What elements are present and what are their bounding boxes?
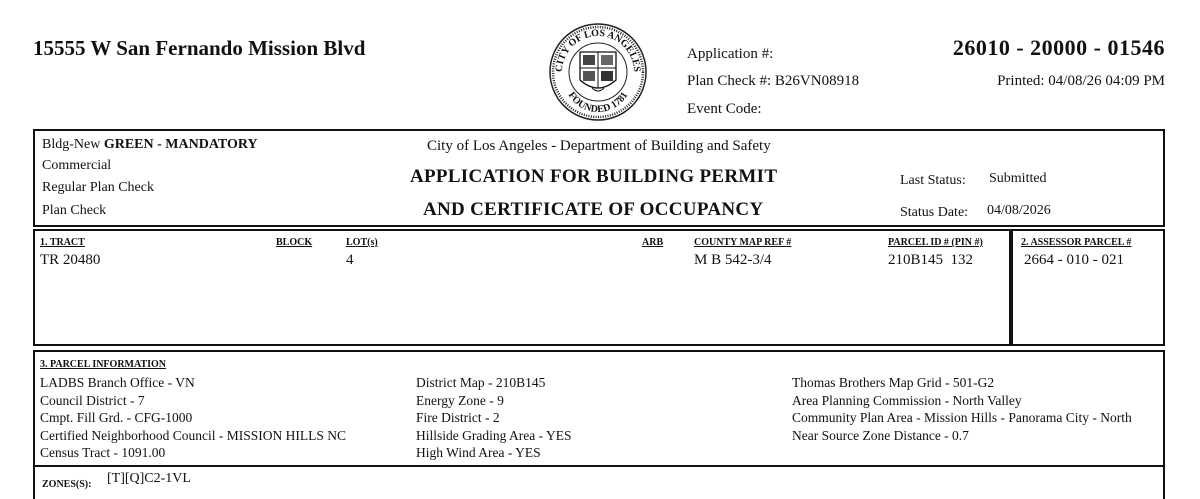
printed-timestamp: Printed: 04/08/26 04:09 PM <box>997 73 1165 89</box>
fill-grade: Cmpt. Fill Grd. - CFG-1000 <box>40 410 193 425</box>
census-tract: Census Tract - 1091.00 <box>40 445 166 460</box>
near-source-zone-distance: Near Source Zone Distance - 0.7 <box>792 427 969 443</box>
last-status-label: Last Status: <box>900 173 966 188</box>
department-name: City of Los Angeles - Department of Building and Safety <box>427 138 771 154</box>
parcel-id-number: 132 <box>950 252 974 268</box>
parcel-id-map: 210B145 <box>888 252 944 268</box>
permit-type <box>42 137 258 153</box>
hillside-grading-area: Hillside Grading Area - YES <box>416 427 572 443</box>
lot-label: LOT(s) <box>346 237 378 248</box>
plan-check-type: Plan Check <box>42 203 107 218</box>
document-title-line1: APPLICATION FOR BUILDING PERMIT <box>410 166 778 187</box>
zones-label: ZONES(S): <box>42 479 92 490</box>
svg-text:CITY OF LOS ANGELES: CITY OF LOS ANGELES <box>553 27 643 73</box>
zones-value: [T][Q]C2-1VL <box>107 471 191 486</box>
parcel-info-label: 3. PARCEL INFORMATION <box>40 359 167 370</box>
high-wind-area: High Wind Area - YES <box>416 445 541 460</box>
status-date-value: 04/08/2026 <box>987 203 1051 218</box>
parcel-info-column-3 <box>792 374 1132 444</box>
arb-label: ARB <box>642 237 664 248</box>
parcel-info-column-1 <box>40 374 346 462</box>
city-seal-logo <box>548 22 648 122</box>
block-label: BLOCK <box>276 237 313 248</box>
fire-district: Fire District - 2 <box>416 410 500 425</box>
property-address: 15555 W San Fernando Mission Blvd <box>33 36 366 60</box>
county-map-ref-label: COUNTY MAP REF # <box>694 237 792 248</box>
parcel-id-value <box>888 252 973 269</box>
energy-zone: Energy Zone - 9 <box>416 392 504 408</box>
permit-type-category: GREEN - MANDATORY <box>103 137 258 152</box>
review-type: Regular Plan Check <box>42 180 154 195</box>
map-grid: Thomas Brothers Map Grid - 501-G2 <box>792 375 995 390</box>
district-map: District Map - 210B145 <box>416 375 546 390</box>
assessor-parcel-label: 2. ASSESSOR PARCEL # <box>1021 237 1132 248</box>
status-date-label: Status Date: <box>900 205 969 220</box>
plan-check-label: Plan Check #: <box>687 73 772 89</box>
branch-office: LADBS Branch Office - VN <box>40 375 195 390</box>
area-planning-commission: Area Planning Commission - North Valley <box>792 392 1022 408</box>
svg-text:FOUNDED 1781: FOUNDED 1781 <box>565 90 631 116</box>
occupancy-type: Commercial <box>42 158 112 173</box>
application-number-label: Application #: <box>687 46 774 62</box>
county-map-ref-value: M B 542-3/4 <box>694 252 772 268</box>
tract-value: TR 20480 <box>40 252 101 268</box>
plan-check-number <box>687 73 859 90</box>
council-district: Council District - 7 <box>40 392 145 408</box>
parcel-info-column-2 <box>416 374 571 462</box>
event-code-label: Event Code: <box>687 101 762 117</box>
last-status-value: Submitted <box>989 171 1047 186</box>
document-title-line2: AND CERTIFICATE OF OCCUPANCY <box>423 199 764 220</box>
neighborhood-council: Certified Neighborhood Council - MISSION HILLS NC <box>40 427 346 443</box>
tract-label: 1. TRACT <box>40 237 85 248</box>
parcel-id-label: PARCEL ID # (PIN #) <box>888 237 983 248</box>
lot-value: 4 <box>346 252 354 268</box>
plan-check-value: B26VN08918 <box>774 73 860 89</box>
tract-box <box>33 229 1011 346</box>
zones-box <box>33 465 1165 499</box>
assessor-parcel-value: 2664 - 010 - 021 <box>1024 252 1124 268</box>
permit-type-prefix: Bldg-New <box>42 137 101 152</box>
permit-number: 26010 - 20000 - 01546 <box>952 35 1165 60</box>
community-plan-area: Community Plan Area - Mission Hills - Panorama City - North <box>792 410 1132 425</box>
